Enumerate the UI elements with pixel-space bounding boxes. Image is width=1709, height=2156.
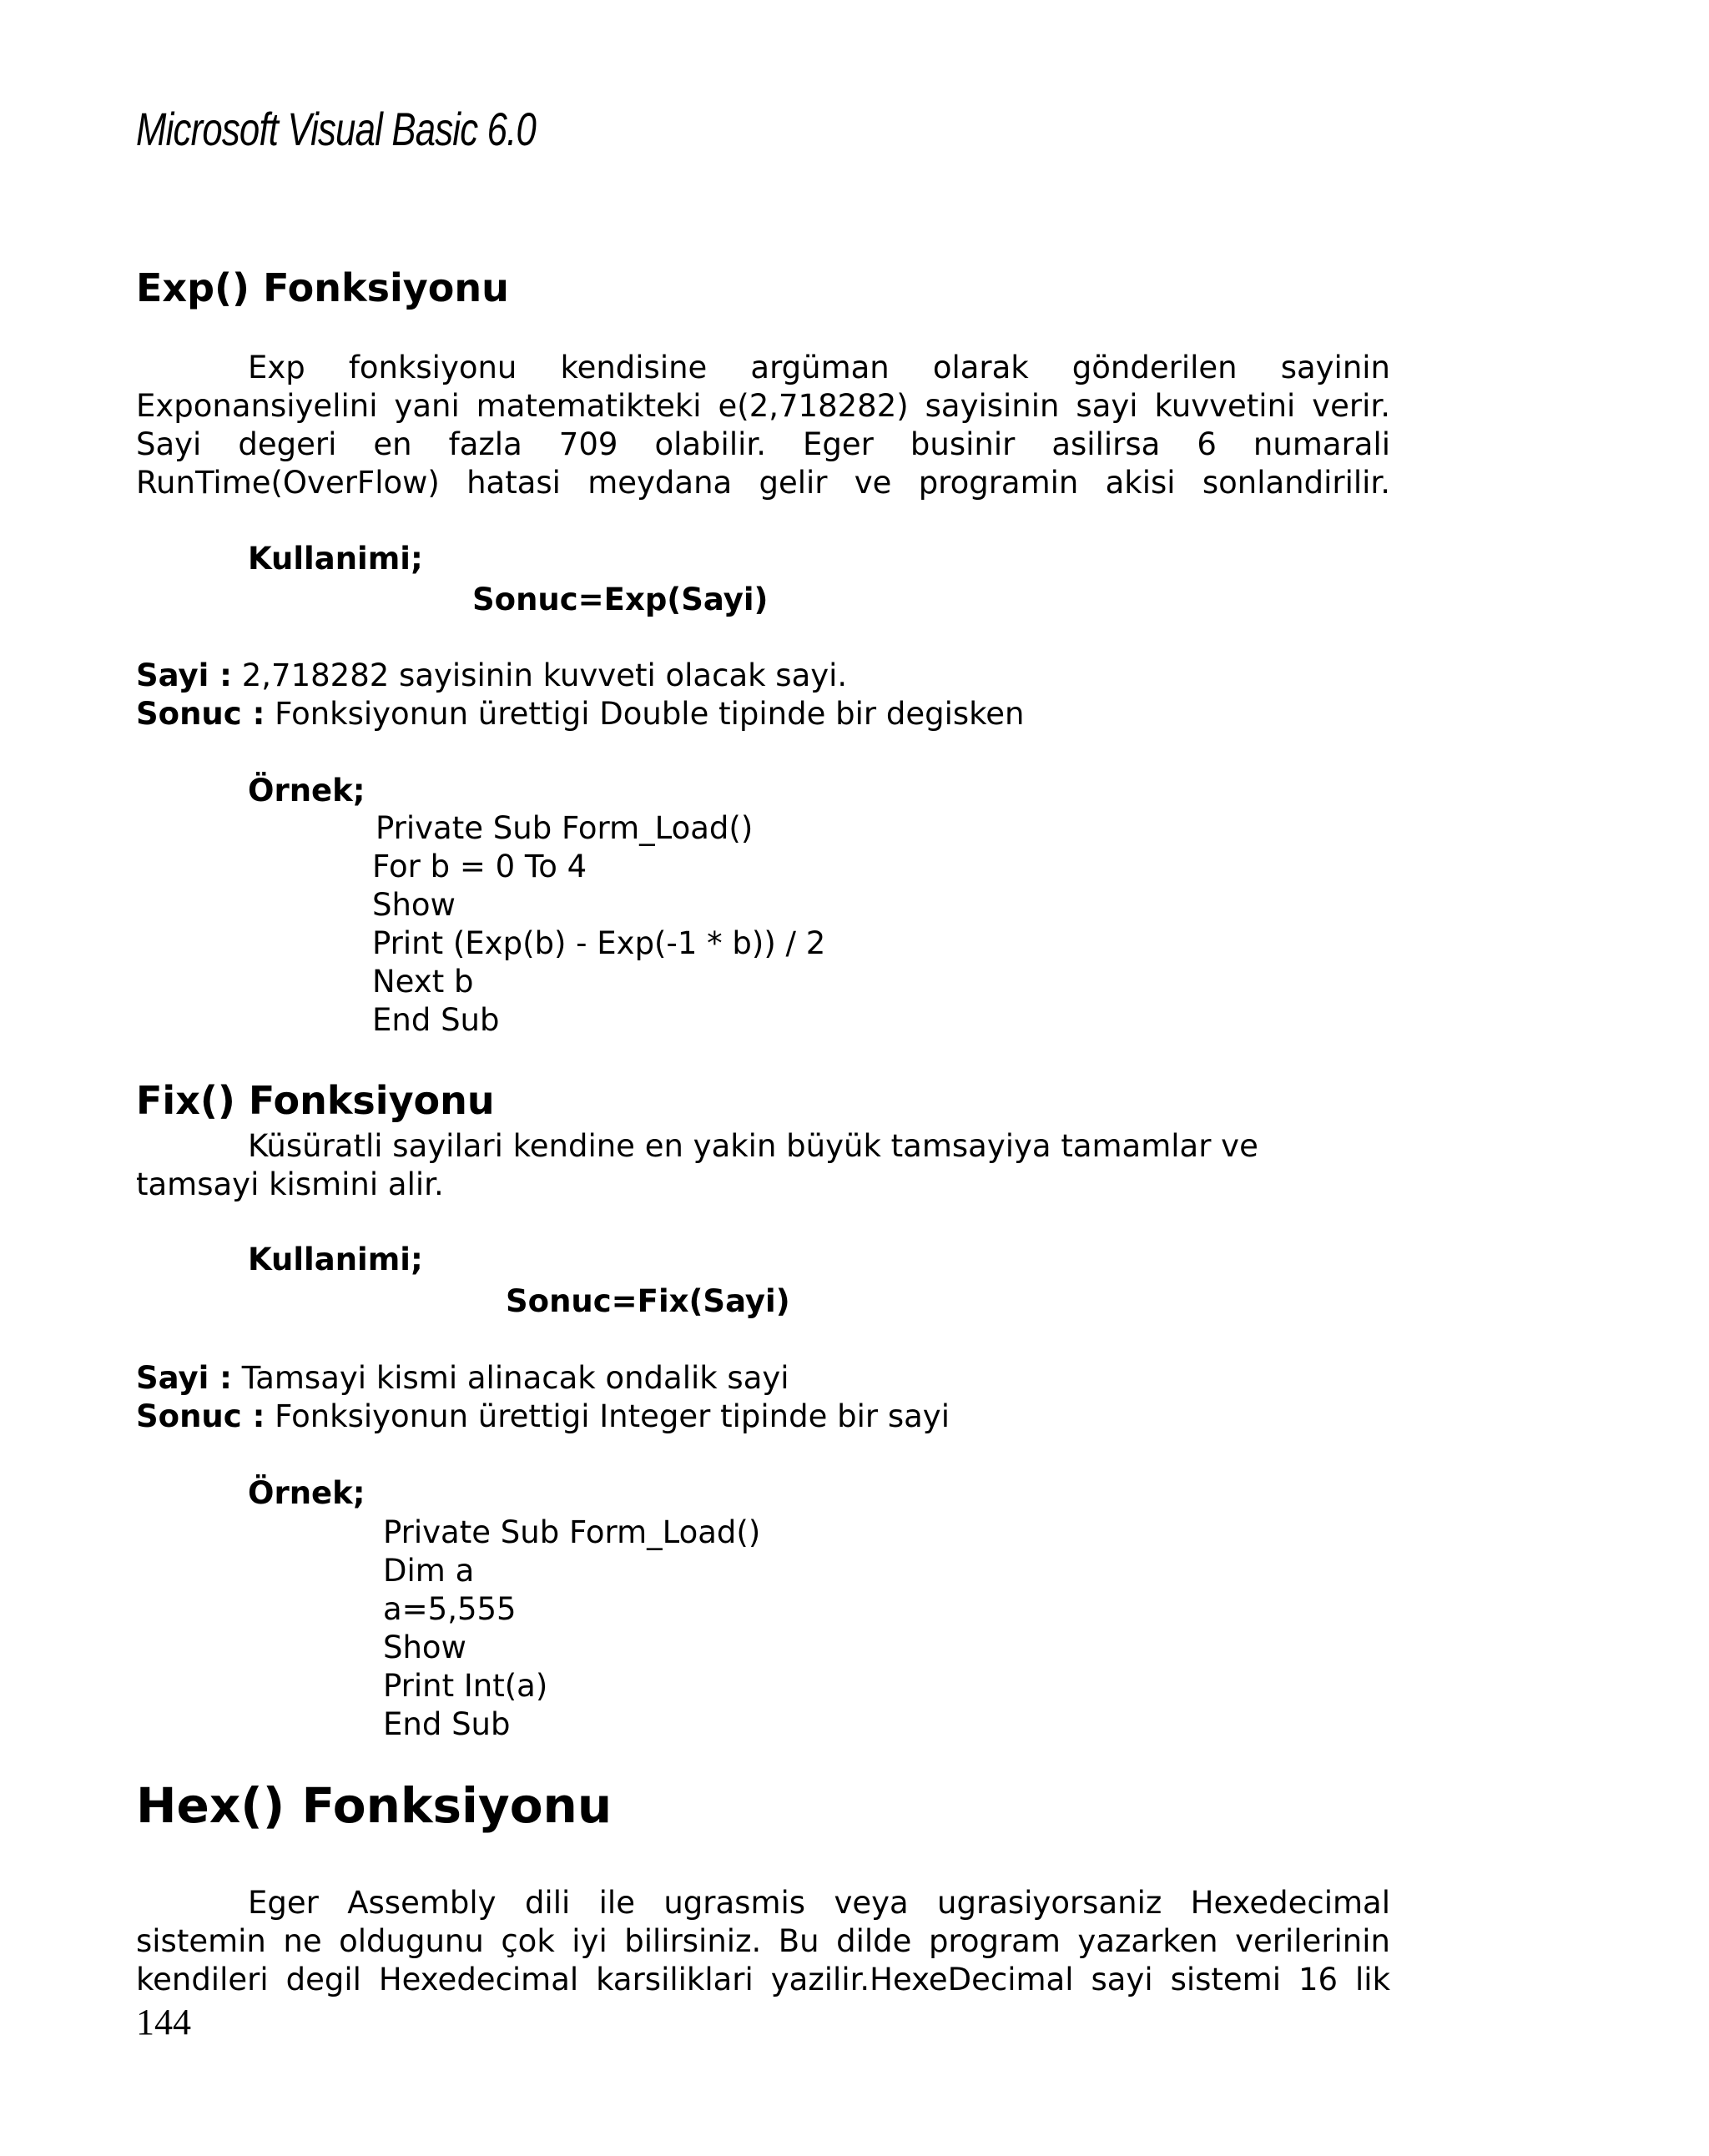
hex-desc-line-1: Eger Assembly dili ile ugrasmis veya ugrasiyorsaniz Hexedecimal	[248, 1885, 1390, 1921]
code-line: Private Sub Form_Load()	[383, 1514, 761, 1550]
exp-example-label: Örnek;	[248, 773, 365, 808]
code-line: Print (Exp(b) - Exp(-1 * b)) / 2	[372, 925, 826, 961]
code-line: a=5,555	[383, 1591, 517, 1627]
hex-desc-line-3: kendileri degil Hexedecimal karsiliklari yazilir.HexeDecimal sayi sistemi 16 lik	[136, 1962, 1390, 1997]
fix-param-sonuc: Sonuc : Fonksiyonun ürettigi Integer tipinde bir sayi	[136, 1398, 950, 1434]
code-line: Dim a	[383, 1553, 475, 1589]
fix-desc-line-2: tamsayi kismini alir.	[136, 1166, 444, 1202]
code-line: Private Sub Form_Load()	[376, 810, 754, 846]
fix-usage-label: Kullanimi;	[248, 1242, 423, 1277]
exp-usage-label: Kullanimi;	[248, 541, 423, 577]
code-line: Show	[372, 887, 456, 923]
code-line: Print Int(a)	[383, 1668, 548, 1704]
code-line: End Sub	[383, 1706, 511, 1742]
hex-desc-line-2: sistemin ne oldugunu çok iyi bilirsiniz. Bu dilde program yazarken verilerinin	[136, 1923, 1390, 1959]
exp-desc-line-4: RunTime(OverFlow) hatasi meydana gelir ve programin akisi sonlandirilir.	[136, 465, 1390, 501]
code-line: For b = 0 To 4	[372, 849, 587, 884]
exp-desc-line-1: Exp fonksiyonu kendisine argüman olarak gönderilen sayinin	[248, 350, 1390, 385]
exp-param-sonuc: Sonuc : Fonksiyonun ürettigi Double tipinde bir degisken	[136, 696, 1025, 732]
code-line: End Sub	[372, 1002, 500, 1038]
fix-usage-code: Sonuc=Fix(Sayi)	[506, 1283, 790, 1319]
exp-desc-line-2: Exponansiyelini yani matematikteki e(2,718282) sayisinin sayi kuvvetini verir.	[136, 388, 1390, 424]
exp-heading: Exp() Fonksiyonu	[136, 265, 509, 310]
exp-usage-code: Sonuc=Exp(Sayi)	[472, 582, 769, 617]
fix-param-sayi: Sayi : Tamsayi kismi alinacak ondalik sayi	[136, 1360, 789, 1396]
exp-desc-line-3: Sayi degeri en fazla 709 olabilir. Eger businir asilirsa 6 numarali	[136, 426, 1390, 462]
page-number: 144	[136, 2002, 191, 2043]
fix-desc-line-1: Küsüratli sayilari kendine en yakin büyük tamsayiya tamamlar ve	[248, 1128, 1258, 1164]
exp-code-block	[372, 809, 825, 1040]
fix-code-block	[383, 1514, 760, 1744]
code-line: Next b	[372, 964, 474, 1000]
hex-heading: Hex() Fonksiyonu	[136, 1777, 613, 1834]
exp-param-sayi: Sayi : 2,718282 sayisinin kuvveti olacak sayi.	[136, 657, 848, 693]
code-line: Show	[383, 1630, 466, 1665]
fix-heading: Fix() Fonksiyonu	[136, 1078, 495, 1123]
running-header: Microsoft Visual Basic 6.0	[136, 103, 537, 155]
fix-example-label: Örnek;	[248, 1475, 365, 1511]
